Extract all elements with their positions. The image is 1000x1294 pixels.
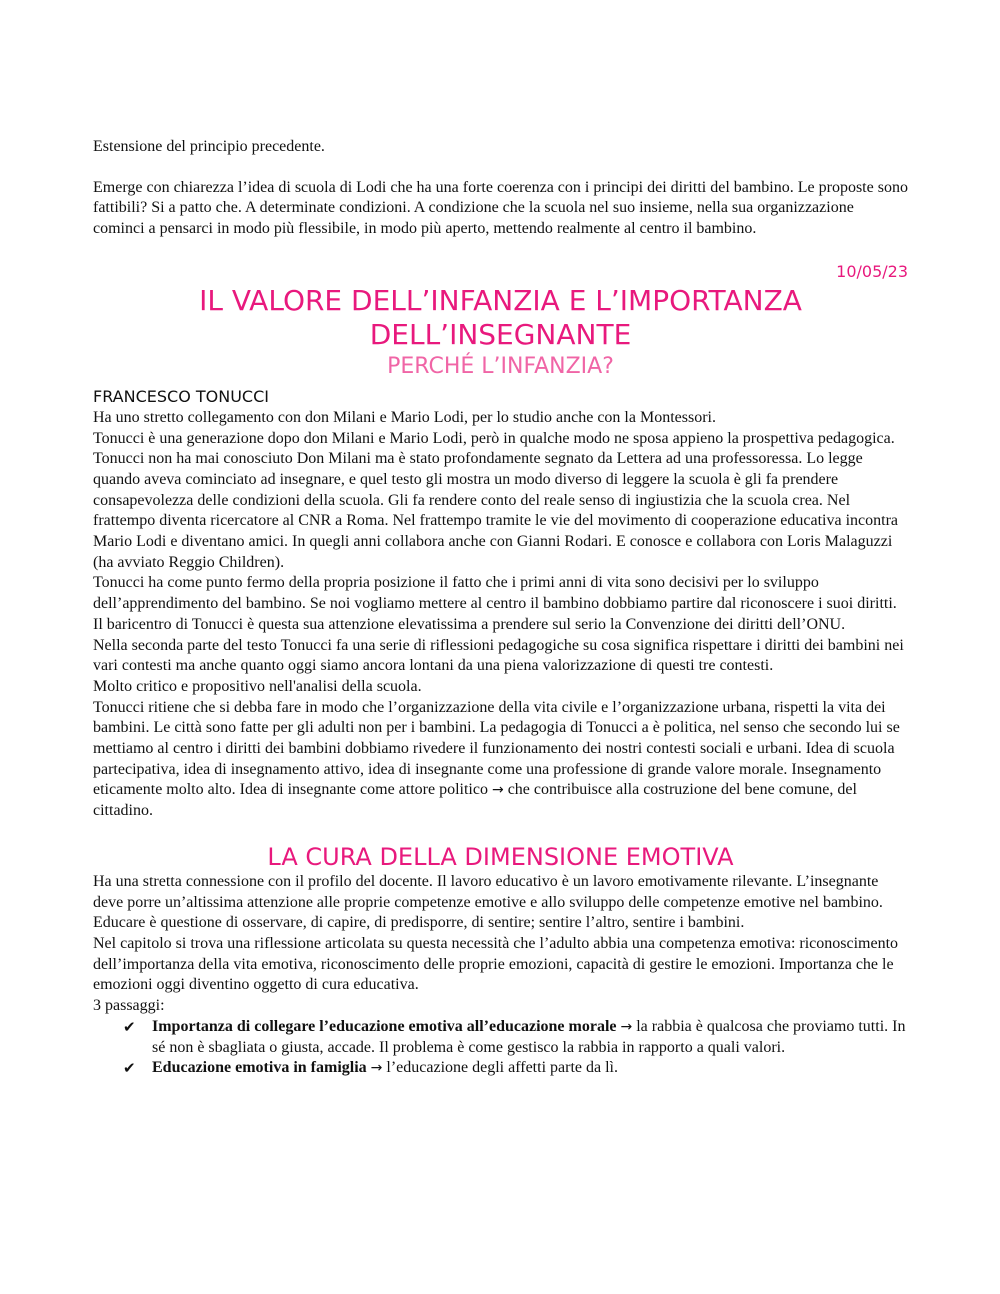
item-bold-text: Educazione emotiva in famiglia	[152, 1059, 367, 1077]
arrow-right-icon: →	[370, 1060, 383, 1077]
paragraph-text-continued: che contribuisce alla costruzione del bene comune, del cittadino.	[93, 781, 857, 820]
lecture-date: 10/05/23	[836, 261, 908, 281]
body-paragraph: Ha una stretta connessione con il profilo del docente. Il lavoro educativo è un lavoro emotivamente rilevante. L’insegnante deve porre un’altissima attenzione alle proprie competenze emotive e allo sviluppo delle competenze emotive nel bambino.	[93, 872, 883, 911]
arrow-right-icon: →	[491, 782, 504, 799]
intro-paragraph-1: Estensione del principio precedente.	[93, 138, 325, 155]
paragraph-text: Tonucci ritiene che si debba fare in modo che l’organizzazione della vita civile e l’organizzazione urbana, rispetti la vita dei bambini. Le città sono fatte per gli adulti non per i bambini. La pedagogia di Tonucci a è politica, nel senso che secondo lui se mettiamo al centro i diritti dei bambini dobbiamo rivedere il funzionamento dei nostri contesti sociali e urbani. Idea di scuola partecipativa, idea di insegnamento attivo, idea di insegnante come una professione di grande valore morale. Insegnamento eticamente molto alto. Idea di insegnante come attore politico	[93, 698, 900, 799]
section-subtitle: PERCHÉ L’INFANZIA?	[387, 353, 614, 379]
check-icon: ✔	[123, 1017, 136, 1036]
section-title-line-1: IL VALORE DELL’INFANZIA E L’IMPORTANZA	[199, 283, 802, 317]
list-intro: 3 passaggi:	[93, 997, 165, 1015]
body-paragraph: Educare è questione di osservare, di capire, di predisporre, di sentire; sentire l’altro, sentire i bambini.	[93, 914, 745, 932]
body-paragraph: Tonucci ha come punto fermo della propria posizione il fatto che i primi anni di vita sono decisivi per lo sviluppo dell’apprendimento del bambino. Se noi vogliamo mettere al centro il bambino dobbiamo partire dal riconoscere i suoi diritti. Il baricentro di Tonucci è questa sua attenzione elevatissima a prendere sul serio la Convenzione dei diritti dell’ONU.	[93, 574, 897, 633]
body-paragraph: Tonucci è una generazione dopo don Milani e Mario Lodi, però in qualche modo ne sposa appieno la prospettiva pedagogica. Tonucci non ha mai conosciuto Don Milani ma è stato profondamente segnato da Lettera ad una professoressa. Lo legge quando aveva cominciato ad insegnare, e quel testo gli mostra un modo diverso di leggere la scuola è gli fa prendere consapevolezza delle condizioni della scuola. Gli fa rendere conto del reale senso di ingiustizia che la scuola crea. Nel frattempo diventa ricercatore al CNR a Roma. Nel frattempo tramite le vie del movimento di cooperazione educativa incontra Mario Lodi e diventano amici. In quegli anni collabora anche con Gianni Rodari. E conosce e collabora con Loris Malaguzzi (ha avviato Reggio Children).	[93, 429, 899, 571]
paragraph-gap	[93, 158, 908, 178]
section-title	[93, 284, 908, 352]
checklist-item	[123, 1017, 908, 1058]
body-paragraph: Ha uno stretto collegamento con don Milani e Mario Lodi, per lo studio anche con la Montessori.	[93, 408, 716, 426]
checklist-item	[123, 1058, 908, 1079]
checklist	[93, 1017, 908, 1079]
author-heading: FRANCESCO TONUCCI	[93, 386, 269, 406]
item-text: l’educazione degli affetti parte da lì.	[386, 1059, 618, 1077]
check-icon: ✔	[123, 1059, 136, 1078]
arrow-right-icon: →	[620, 1018, 633, 1035]
section-title-line-2: DELL’INSEGNANTE	[369, 317, 632, 351]
item-bold-text: Importanza di collegare l’educazione emotiva all’educazione morale	[152, 1017, 617, 1035]
body-paragraph: Nella seconda parte del testo Tonucci fa una serie di riflessioni pedagogiche su cosa significa rispettare i diritti dei bambini nei vari contesti ma anche quanto oggi siamo ancora lontani da una piena valorizzazione di questi tre contesti.	[93, 636, 904, 675]
emotional-section-title: LA CURA DELLA DIMENSIONE EMOTIVA	[267, 842, 734, 871]
body-paragraph: Molto critico e propositivo nell'analisi della scuola.	[93, 677, 422, 695]
body-paragraph-with-arrow	[93, 698, 908, 822]
page-content	[93, 137, 908, 1079]
item-text: la rabbia è qualcosa che proviamo tutti. In sé non è sbagliata o giusta, accade. Il problema è come gestisco la rabbia in rapporto a quali valori.	[152, 1017, 906, 1056]
body-paragraph: Nel capitolo si trova una riflessione articolata su questa necessità che l’adulto abbia una competenza emotiva: riconoscimento dell’importanza della vita emotiva, riconoscimento delle proprie emozioni, capacità di gestire le emozioni. Importanza che le emozioni oggi diventino oggetto di cura educativa.	[93, 934, 899, 994]
intro-paragraph-2: Emerge con chiarezza l’idea di scuola di Lodi che ha una forte coerenza con i principi dei diritti del bambino. Le proposte sono fattibili? Si a patto che. A determinate condizioni. A condizione che la scuola nel suo insieme, nella sua organizzazione cominci a pensarci in modo più flessibile, in modo più aperto, mettendo realmente al centro il bambino.	[93, 178, 908, 238]
